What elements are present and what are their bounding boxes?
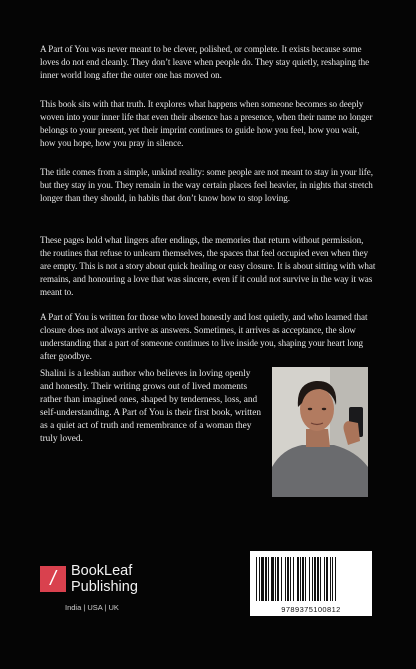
barcode-bar (268, 557, 269, 601)
barcode-bar (265, 557, 267, 601)
barcode-bar (256, 557, 257, 601)
barcode-bar (326, 557, 328, 601)
barcode-bar (330, 557, 331, 601)
publisher-name-line1: BookLeaf (71, 563, 133, 579)
barcode-bar (317, 557, 319, 601)
barcode-bar (290, 557, 291, 601)
barcode-bar (275, 557, 276, 601)
publisher-name-line2: Publishing (71, 579, 138, 595)
blurb-paragraph-5: A Part of You is written for those who loved honestly and lost quietly, and who learned that closure does not always arrive as answers. Sometimes, it arrives as acceptance, the slow understanding that a part of someone continues to live inside you, shaping your heart long after goodbye. (40, 312, 368, 361)
barcode-bar (324, 557, 325, 601)
barcode-bars (250, 555, 372, 605)
barcode-bar (302, 557, 304, 601)
barcode-bar (281, 557, 282, 601)
publisher-regions: India | USA | UK (65, 603, 119, 612)
publisher-logo-mark: / (40, 566, 66, 592)
barcode-bar (287, 557, 289, 601)
barcode-bar (285, 557, 286, 601)
barcode-bar (305, 557, 306, 601)
isbn-barcode (250, 551, 372, 616)
blurb-paragraph-1: A Part of You was never meant to be clever, polished, or complete. It exists because some loves do not end cleanly. They don’t leave when people do. They stay quietly, reshaping the inner world long after the outer one has moved on. (40, 44, 370, 80)
barcode-bar (312, 557, 313, 601)
isbn-number: 9789375100812 (281, 605, 341, 614)
barcode-bar (300, 557, 301, 601)
barcode-bar (261, 557, 264, 601)
barcode-bar (332, 557, 333, 601)
barcode-bar (309, 557, 310, 601)
barcode-bar (297, 557, 299, 601)
publisher-logo (40, 563, 180, 618)
barcode-bar (271, 557, 274, 601)
barcode-bar (259, 557, 260, 601)
author-bio: Shalini is a lesbian author who believes in loving openly and honestly. Their writing grows out of lived moments rather than imagined ones, shaped by tenderness, loss, and self-understanding. A Part of You is their first book, written as a quiet act of truth and remembrance of a woman they truly loved. (40, 369, 262, 445)
barcode-bar (335, 557, 336, 601)
author-photo (272, 367, 368, 497)
blurb-paragraph-3: The title comes from a simple, unkind reality: some people are not meant to stay in your life, but they stay in you. They remain in the way certain places feel heavier, in nights that stretch longer than they should, in habits that don’t know how to stop loving. (40, 167, 373, 203)
barcode-bar (277, 557, 279, 601)
blurb-paragraph-2: This book sits with that truth. It explores what happens when someone becomes so deeply woven into your inner life that even their absence has a presence, when their name no longer belongs to your present, yet their imprint continues to guide how you feel, how you wait, how you hope, how you pray in silence. (40, 99, 373, 148)
blurb-paragraph-4: These pages hold what lingers after endings, the memories that return without permission, the routines that refuse to unlearn themselves, the spaces that feel occupied even when they are empty. This is not a story about quick healing or easy closure. It is about sitting with what remains, and honouring a love that was sincere, even if it could not survive in the way it was meant to. (40, 235, 376, 297)
barcode-bar (293, 557, 294, 601)
barcode-bar (314, 557, 316, 601)
barcode-bar (320, 557, 321, 601)
